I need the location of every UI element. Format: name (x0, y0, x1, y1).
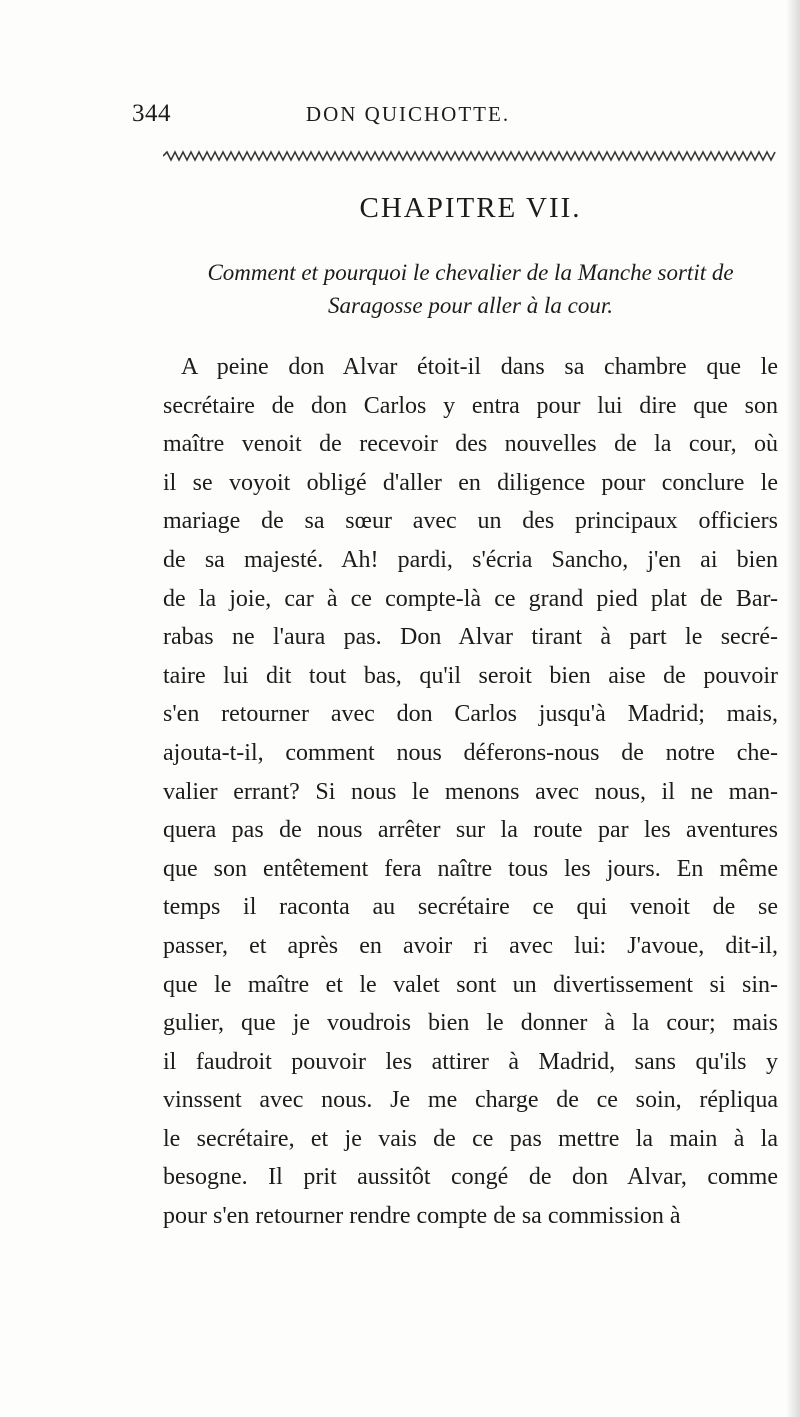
text-line: mariage de sa sœur avec un des principaux officiers (163, 508, 778, 535)
text-line: maître venoit de recevoir des nouvelles de la cour, où (163, 431, 778, 458)
subtitle-line: Comment et pourquoi le chevalier de la Manche sortit de (207, 260, 734, 285)
running-title: DON QUICHOTTE. (305, 102, 511, 126)
page-number: 344 (132, 100, 171, 127)
text-line: le secrétaire, et je vais de ce pas mettre la main à la (163, 1125, 778, 1152)
text-line: de sa majesté. Ah! pardi, s'écria Sancho, j'en ai bien (163, 546, 778, 573)
chapter-title: CHAPITRE VII. (359, 192, 582, 224)
text-line: temps il raconta au secrétaire ce qui venoit de se (163, 894, 778, 921)
text-line: il se voyoit obligé d'aller en diligence pour conclure le (163, 469, 778, 496)
page-edge-shadow (786, 0, 800, 1417)
text-line: de la joie, car à ce compte-là ce grand pied plat de Bar- (163, 585, 778, 612)
text-line: s'en retourner avec don Carlos jusqu'à Madrid; mais, (163, 701, 778, 728)
text-line: secrétaire de don Carlos y entra pour lui dire que son (163, 392, 778, 419)
text-line: que le maître et le valet sont un divertissement si sin- (163, 971, 778, 998)
chapter-subtitle (163, 256, 778, 322)
text-line: ajouta-t-il, comment nous déferons-nous de notre che- (163, 739, 778, 766)
text-line: vinssent avec nous. Je me charge de ce soin, répliqua (163, 1087, 778, 1114)
text-line: pour s'en retourner rendre compte de sa commission à (163, 1203, 681, 1230)
text-line: passer, et après en avoir ri avec lui: J'avoue, dit-il, (163, 932, 778, 959)
text-line: A peine don Alvar étoit-il dans sa chambre que le (181, 354, 778, 380)
text-line: besogne. Il prit aussitôt congé de don Alvar, comme (163, 1164, 778, 1191)
text-line: valier errant? Si nous le menons avec nous, il ne man- (163, 778, 778, 805)
text-line: rabas ne l'aura pas. Don Alvar tirant à part le secré- (163, 624, 778, 651)
subtitle-line: Saragosse pour aller à la cour. (328, 293, 613, 318)
body-text (163, 348, 778, 1236)
text-line: que son entêtement fera naître tous les jours. En même (163, 855, 778, 882)
text-line: gulier, que je voudrois bien le donner à la cour; mais (163, 1010, 778, 1037)
decorative-rule (163, 150, 778, 162)
text-line: il faudroit pouvoir les attirer à Madrid, sans qu'ils y (163, 1048, 778, 1075)
text-line: taire lui dit tout bas, qu'il seroit bien aise de pouvoir (163, 662, 778, 689)
running-head (132, 100, 684, 136)
text-line: quera pas de nous arrêter sur la route par les aventures (163, 817, 778, 844)
